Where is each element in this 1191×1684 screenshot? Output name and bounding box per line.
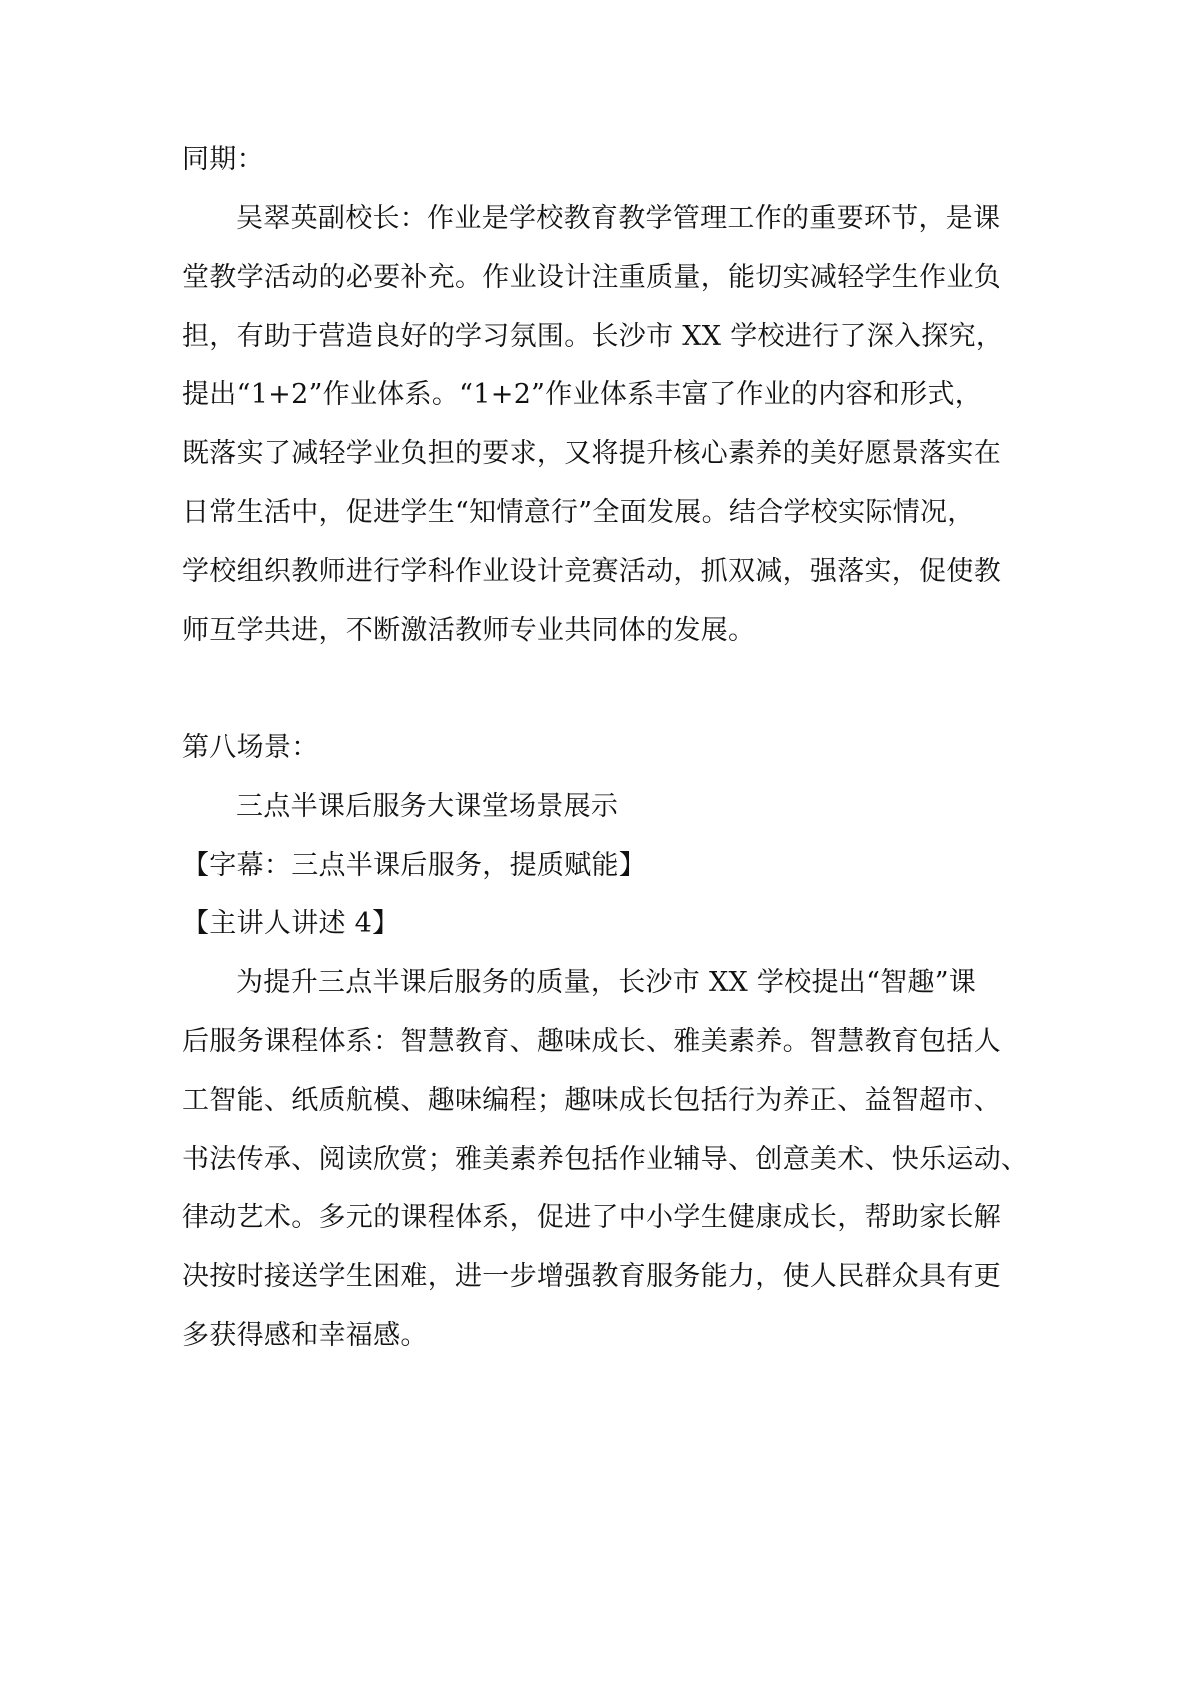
paragraph-line: 为提升三点半课后服务的质量，长沙市 XX 学校提出“智趣”课 [236,967,977,998]
paragraph-line: 后服务课程体系：智慧教育、趣味成长、雅美素养。智慧教育包括人 [182,1026,1001,1057]
scene-title: 三点半课后服务大课堂场景展示 [236,791,619,822]
paragraph-line: 担，有助于营造良好的学习氛围。长沙市 XX 学校进行了深入探究， [182,321,1004,352]
paragraph-line: 堂教学活动的必要补充。作业设计注重质量，能切实减轻学生作业负 [182,262,1001,293]
paragraph-line: 师互学共进，不断激活教师专业共同体的发展。 [182,615,756,646]
paragraph-line: 书法传承、阅读欣赏；雅美素养包括作业辅导、创意美术、快乐运动、 [182,1144,1029,1175]
section-label-tongqi: 同期： [182,144,264,175]
paragraph-line: 决按时接送学生困难，进一步增强教育服务能力，使人民群众具有更 [182,1261,1001,1292]
paragraph-line: 多获得感和幸福感。 [182,1320,428,1351]
paragraph-line: 工智能、纸质航模、趣味编程；趣味成长包括行为养正、益智超市、 [182,1085,1001,1116]
paragraph-line: 提出“1+2”作业体系。“1+2”作业体系丰富了作业的内容和形式， [182,379,983,410]
caption-subtitle: 【字幕：三点半课后服务，提质赋能】 [182,850,647,881]
paragraph-line: 律动艺术。多元的课程体系，促进了中小学生健康成长，帮助家长解 [182,1202,1001,1233]
speaker-note: 【主讲人讲述 4】 [182,908,400,939]
section-label-scene-8: 第八场景： [182,732,319,763]
paragraph-line: 学校组织教师进行学科作业设计竞赛活动，抓双减，强落实，促使教 [182,556,1001,587]
paragraph-line: 吴翠英副校长：作业是学校教育教学管理工作的重要环节，是课 [236,203,1001,234]
paragraph-line: 日常生活中，促进学生“知情意行”全面发展。结合学校实际情况， [182,497,975,528]
paragraph-line: 既落实了减轻学业负担的要求，又将提升核心素养的美好愿景落实在 [182,438,1001,469]
